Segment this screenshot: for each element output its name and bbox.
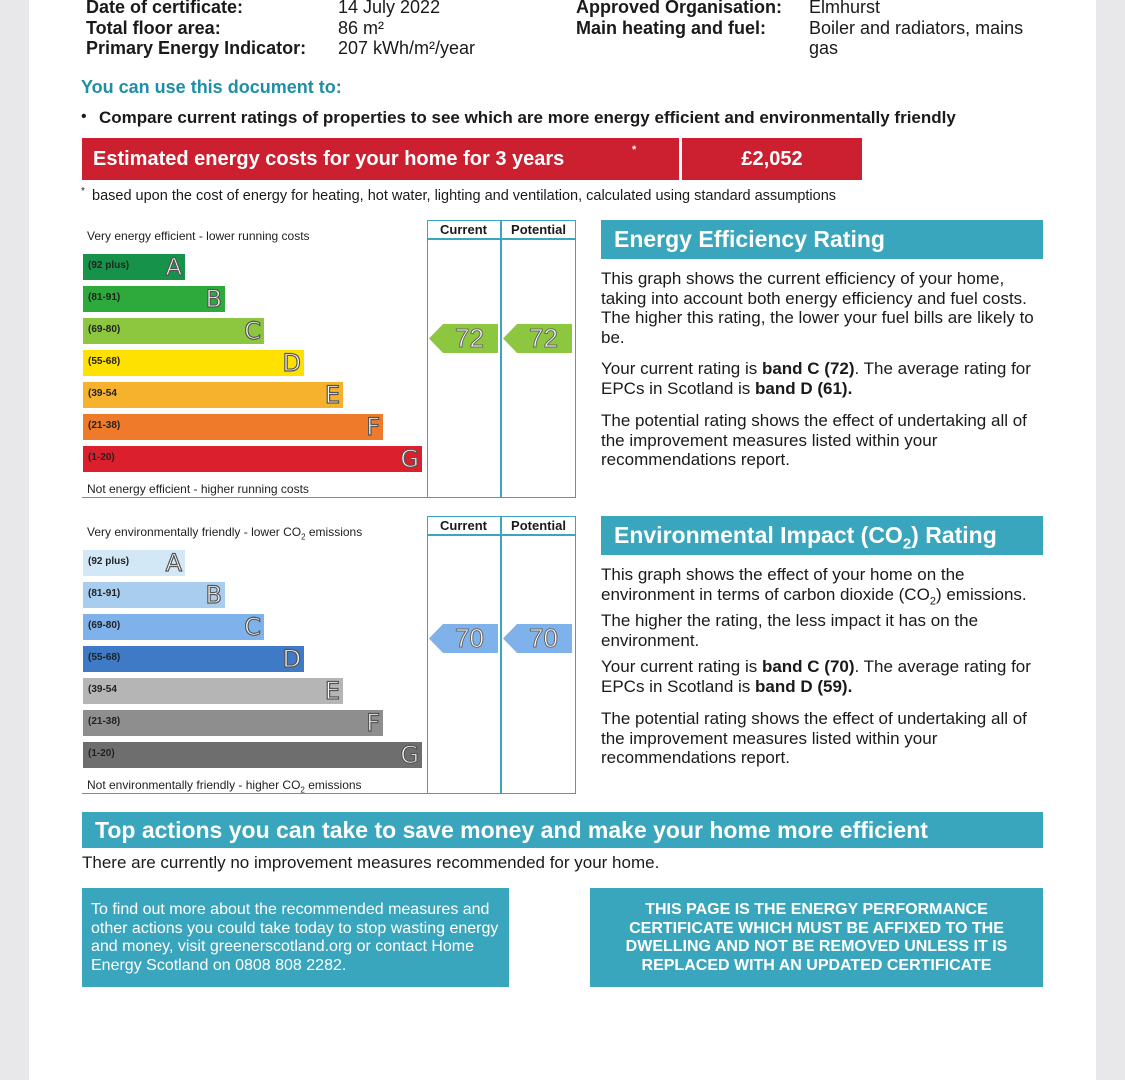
env-current-arrow: [429, 624, 498, 653]
env-band-a: [83, 550, 185, 576]
energy-rating-title-bar: [601, 220, 1043, 259]
energy-band-range: (81-91): [88, 292, 121, 303]
energy-band-letter: A: [165, 253, 182, 281]
env-band-range: (69-80): [88, 620, 121, 631]
org-label: Approved Organisation:: [576, 0, 783, 17]
env-band-b: [83, 582, 225, 608]
env-band-range: (92 plus): [88, 556, 130, 567]
energy-band-c: [83, 318, 264, 344]
env-potential-value: 70: [529, 623, 558, 653]
env-p2-c: . The average rating for EPCs in Scotland is: [601, 657, 1031, 696]
env-band-e: [83, 678, 343, 704]
env-col-header-line: [427, 534, 576, 536]
env-band-c: [83, 614, 264, 640]
energy-band-letter: G: [400, 445, 419, 473]
actions-title: Top actions you can take to save money and make your home more efficient: [95, 817, 928, 843]
energy-band-letter: B: [205, 285, 222, 313]
env-top-note-sub: 2: [301, 532, 306, 542]
energy-p2-band: band C (72): [761, 359, 855, 378]
energy-bottom-note: Not energy efficient - higher running costs: [87, 482, 309, 496]
energy-col-divider: [500, 220, 502, 498]
env-potential-header: Potential: [511, 518, 566, 533]
energy-potential-arrow: [503, 324, 572, 353]
energy-band-range: (69-80): [88, 324, 121, 335]
env-band-letter: F: [366, 709, 380, 737]
env-current-header: Current: [440, 518, 487, 533]
env-band-d: [83, 646, 304, 672]
energy-p2-a: Your current rating is: [601, 359, 762, 378]
energy-col-header-line: [427, 238, 576, 240]
energy-top-note: Very energy efficient - lower running costs: [87, 229, 310, 243]
env-columns-frame: [427, 516, 576, 794]
env-band-letter: B: [205, 581, 222, 609]
energy-potential-header: Potential: [511, 222, 566, 237]
energy-band-d: [83, 350, 304, 376]
footnote-mark: *: [81, 186, 85, 197]
costs-value-bar: [682, 138, 862, 180]
env-band-range: (39-54: [88, 684, 117, 695]
env-bottom-note-a: Not environmentally friendly - higher CO: [87, 778, 301, 792]
energy-band-letter: D: [282, 349, 301, 377]
energy-current-value: 72: [455, 323, 484, 353]
certificate-page: [29, 0, 1096, 1080]
energy-current-header: Current: [440, 222, 487, 237]
env-band-letter: E: [324, 677, 340, 705]
env-rating-title-bar: [601, 516, 1043, 555]
env-band-letter: D: [282, 645, 301, 673]
energy-band-letter: F: [366, 413, 380, 441]
heating-value-2: gas: [809, 38, 839, 58]
env-band-range: (55-68): [88, 652, 121, 663]
energy-band-letter: E: [324, 381, 340, 409]
env-rating-title: [614, 522, 997, 553]
env-top-note: [87, 525, 362, 541]
pei-value: 207 kWh/m²/year: [338, 38, 476, 58]
env-top-note-b: emissions: [305, 525, 363, 539]
uses-title: You can use this document to:: [81, 77, 342, 97]
env-p2-avg: band D (59).: [755, 676, 853, 696]
energy-band-range: (21-38): [88, 420, 121, 431]
energy-band-a: [83, 254, 185, 280]
env-band-g: [83, 742, 422, 768]
env-para-3: The potential rating shows the effect of undertaking all of the improvement measures listed within your recommendations report.: [601, 709, 1027, 767]
env-para-2: [601, 657, 1041, 696]
env-potential-arrow: [503, 624, 572, 653]
energy-band-range: (55-68): [88, 356, 121, 367]
energy-p2-avg: band D (61).: [755, 378, 853, 398]
date-label: Date of certificate:: [86, 0, 244, 17]
env-band-letter: A: [165, 549, 182, 577]
energy-band-b: [83, 286, 225, 312]
env-band-f: [83, 710, 383, 736]
energy-band-e: [83, 382, 343, 408]
heating-value: Boiler and radiators, mains: [809, 18, 1024, 38]
energy-p2-c: . The average rating for EPCs in Scotland is: [601, 359, 1031, 398]
costs-footnote: based upon the cost of energy for heating, hot water, lighting and ventilation, calculated using standard assumptions: [92, 188, 837, 204]
env-band-range: (21-38): [88, 716, 121, 727]
env-band-letter: C: [244, 613, 261, 641]
pei-label: Primary Energy Indicator:: [86, 38, 307, 58]
env-band-range: (81-91): [88, 588, 121, 599]
env-title-sub: 2: [902, 535, 912, 553]
env-title-a: Environmental Impact (CO: [614, 522, 903, 548]
energy-para-1: This graph shows the current efficiency of your home, taking into account both energy efficiency and fuel costs. The higher this rating, the lower your fuel bills are likely to be.: [601, 269, 1034, 347]
env-para-1: [601, 565, 1041, 650]
date-value: 14 July 2022: [338, 0, 441, 17]
heating-label: Main heating and fuel:: [576, 18, 767, 38]
env-p1-sub: 2: [929, 594, 936, 607]
energy-band-range: (39-54: [88, 388, 117, 399]
bullet: •: [81, 108, 87, 125]
actions-title-bar: [82, 812, 1043, 848]
more-info-box: To find out more about the recommended measures and other actions you could take today to stop wasting energy and money, visit greenerscotland.org or contact Home Energy Scotland on 0808 808 2282.: [82, 888, 509, 987]
floor-area-value: 86 m²: [338, 18, 385, 38]
energy-rating-title: Energy Efficiency Rating: [614, 226, 885, 252]
env-bottom-note: [87, 778, 362, 794]
env-col-divider: [500, 516, 502, 794]
costs-label-bar: [82, 138, 679, 180]
env-band-letter: G: [400, 741, 419, 769]
energy-band-g: [83, 446, 422, 472]
env-bottom-note-sub: 2: [300, 785, 305, 795]
env-p1-b: ) emissions. The higher the rating, the less impact it has on the environment.: [601, 584, 1027, 650]
env-p1-a: This graph shows the effect of your home on the environment in terms of carbon dioxide (CO: [601, 565, 965, 604]
env-p2-band: band C (70): [761, 657, 855, 676]
env-title-b: ) Rating: [911, 522, 997, 548]
env-top-note-a: Very environmentally friendly - lower CO: [87, 525, 302, 539]
org-value: Elmhurst: [809, 0, 881, 17]
uses-item: Compare current ratings of properties to see which are more energy efficient and environmentally friendly: [99, 108, 956, 127]
env-p2-a: Your current rating is: [601, 657, 762, 676]
costs-mark: *: [632, 144, 637, 156]
env-current-value: 70: [455, 623, 484, 653]
energy-para-3: The potential rating shows the effect of undertaking all of the improvement measures listed within your recommendations report.: [601, 411, 1027, 469]
actions-text: There are currently no improvement measures recommended for your home.: [82, 853, 660, 872]
energy-band-range: (1-20): [88, 452, 115, 463]
costs-value: £2,052: [741, 148, 803, 170]
energy-potential-value: 72: [529, 323, 558, 353]
affix-notice-box: THIS PAGE IS THE ENERGY PERFORMANCE CERTIFICATE WHICH MUST BE AFFIXED TO THE DWELLING AND NOT BE REMOVED UNLESS IT IS REPLACED WITH AN UPDATED CERTIFICATE: [590, 888, 1043, 987]
env-band-range: (1-20): [88, 748, 115, 759]
costs-label: Estimated energy costs for your home for 3 years: [93, 148, 565, 170]
energy-para-2: [601, 359, 1041, 398]
energy-current-arrow: [429, 324, 498, 353]
energy-columns-frame: [427, 220, 576, 498]
floor-area-label: Total floor area:: [86, 18, 221, 38]
env-bottom-note-b: emissions: [304, 778, 362, 792]
energy-band-f: [83, 414, 383, 440]
energy-band-range: (92 plus): [88, 260, 130, 271]
energy-band-letter: C: [244, 317, 261, 345]
